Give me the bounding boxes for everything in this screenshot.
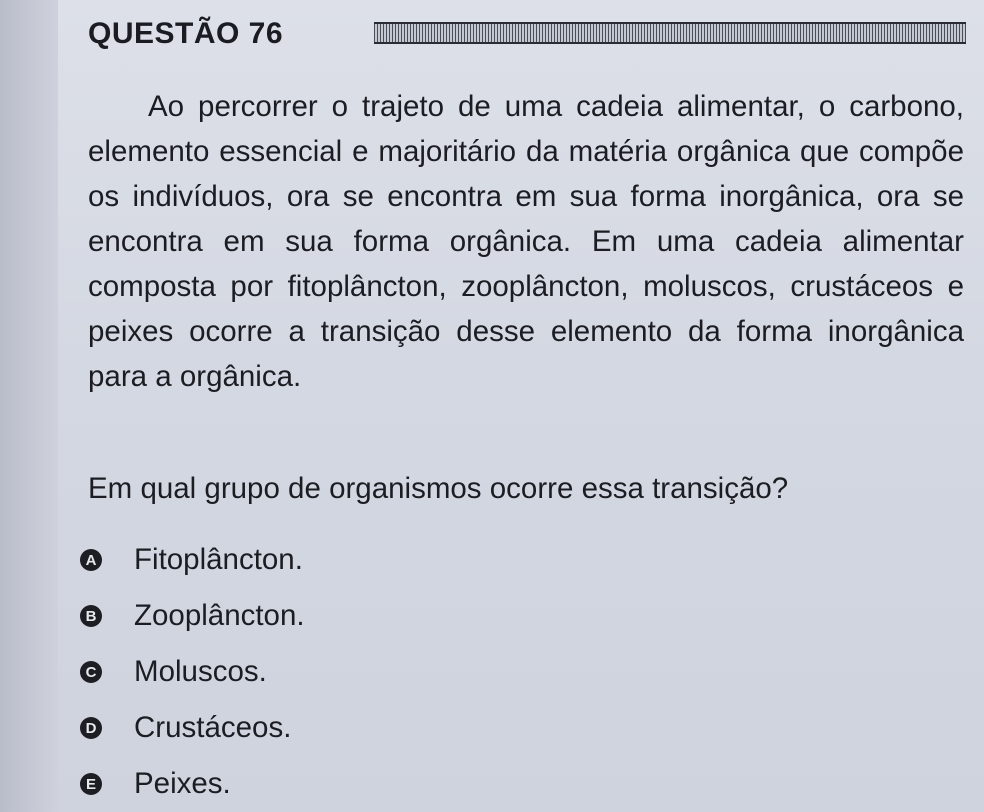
option-a-text: Fitoplâncton. <box>134 543 303 576</box>
question-stem: Ao percorrer o trajeto de uma cadeia alimentar, o carbono, elemento essencial e majoritário da matéria orgânica que compõe os indivíduos, ora se encontra em sua forma inorgânica, ora se encontra em sua forma orgânica. Em uma cadeia alimentar composta por fitoplâncton, zooplâncton, moluscos, crustáceos e peixes ocorre a transição desse elemento da forma inorgânica para a orgânica. <box>88 90 964 393</box>
option-d[interactable] <box>80 700 680 756</box>
option-b-text: Zooplâncton. <box>134 599 305 632</box>
question-title: QUESTÃO 76 <box>88 17 284 50</box>
option-a-letter-badge: A <box>80 549 102 571</box>
option-c-letter-badge: C <box>80 661 102 683</box>
option-c-text: Moluscos. <box>134 655 267 688</box>
option-d-text: Crustáceos. <box>134 711 292 744</box>
option-c[interactable] <box>80 644 680 700</box>
option-d-letter-badge: D <box>80 717 102 739</box>
option-e-letter-badge: E <box>80 773 102 795</box>
option-e[interactable] <box>80 756 680 812</box>
question-header <box>88 14 968 54</box>
option-a[interactable] <box>80 532 680 588</box>
question-prompt: Em qual grupo de organismos ocorre essa transição? <box>88 472 789 505</box>
option-e-text: Peixes. <box>134 767 231 800</box>
option-b[interactable] <box>80 588 680 644</box>
title-rule <box>374 22 966 44</box>
option-b-letter-badge: B <box>80 605 102 627</box>
answer-options <box>80 532 680 812</box>
